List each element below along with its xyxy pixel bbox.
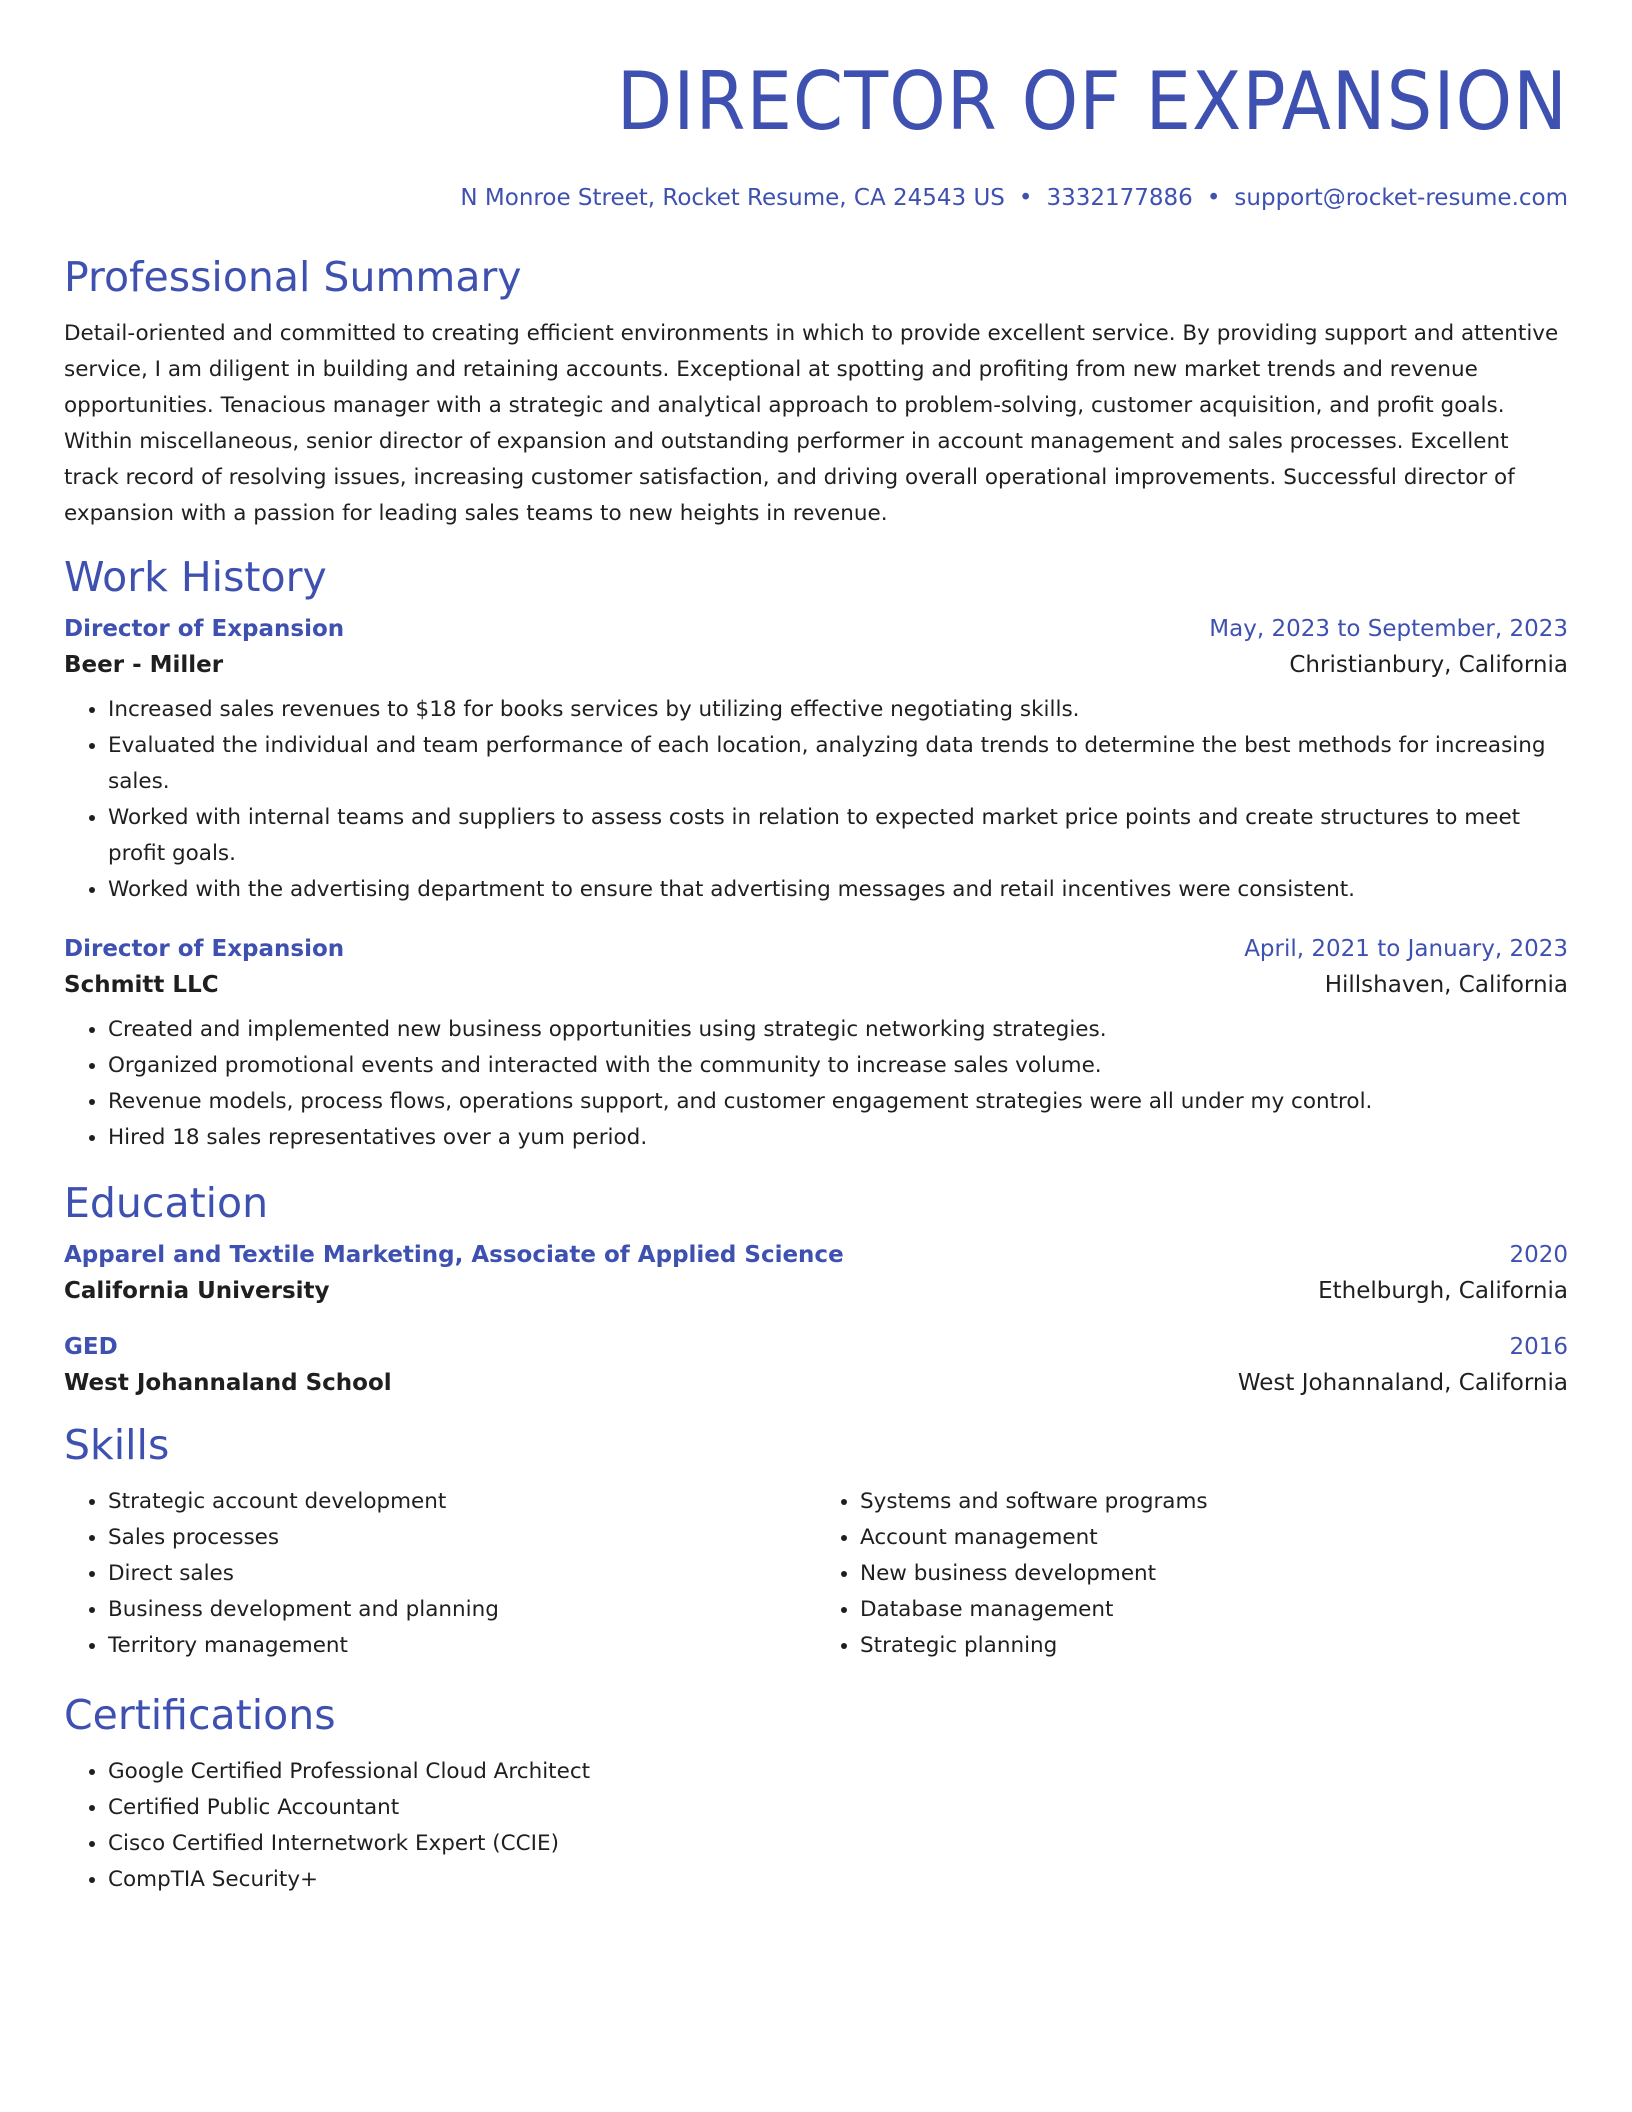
job-entry	[64, 936, 1568, 1156]
summary-heading: Professional Summary	[64, 253, 522, 301]
job-company: Beer - Miller	[64, 652, 224, 678]
job-dates: April, 2021 to January, 2023	[1244, 936, 1568, 962]
skills-heading: Skills	[64, 1421, 170, 1469]
job-bullets	[64, 1012, 1568, 1156]
list-item: • Created and implemented new business opportunities using strategic networking strategies.	[108, 1012, 1568, 1048]
certifications-heading: Certifications	[64, 1691, 336, 1739]
job-bullets	[64, 692, 1568, 908]
education-header-row	[64, 1242, 1568, 1268]
job-header-row	[64, 616, 1568, 642]
list-item: • Strategic account development	[108, 1484, 816, 1520]
education-degree: GED	[64, 1334, 118, 1360]
list-item: • Territory management	[108, 1628, 816, 1664]
work-history-heading: Work History	[64, 553, 327, 601]
resume-name: DIRECTOR OF EXPANSION	[616, 55, 1568, 148]
list-item: • Account management	[860, 1520, 1568, 1556]
list-item: • CompTIA Security+	[108, 1862, 1568, 1898]
education-school: California University	[64, 1278, 330, 1304]
list-item: • New business development	[860, 1556, 1568, 1592]
education-entry	[64, 1242, 1568, 1304]
list-item: • Google Certified Professional Cloud Architect	[108, 1754, 1568, 1790]
job-title: Director of Expansion	[64, 616, 345, 642]
list-item: • Sales processes	[108, 1520, 816, 1556]
contact-separator: •	[1018, 185, 1033, 211]
education-org-row	[64, 1278, 1568, 1304]
education-org-row	[64, 1370, 1568, 1396]
education-heading: Education	[64, 1179, 269, 1227]
list-item: • Database management	[860, 1592, 1568, 1628]
education-header-row	[64, 1334, 1568, 1360]
education-year: 2016	[1509, 1334, 1568, 1360]
job-location: Christianbury, California	[1289, 652, 1568, 678]
education-location: West Johannaland, California	[1237, 1370, 1568, 1396]
job-org-row	[64, 652, 1568, 678]
list-item: • Cisco Certified Internetwork Expert (CCIE)	[108, 1826, 1568, 1862]
contact-phone: 3332177886	[1046, 185, 1193, 211]
list-item: • Worked with the advertising department to ensure that advertising messages and retail incentives were consistent.	[108, 872, 1568, 908]
list-item: • Certified Public Accountant	[108, 1790, 1568, 1826]
contact-email[interactable]: support@rocket-resume.com	[1234, 185, 1568, 211]
job-header-row	[64, 936, 1568, 962]
job-company: Schmitt LLC	[64, 972, 219, 998]
list-item: • Direct sales	[108, 1556, 816, 1592]
contact-line	[64, 182, 1568, 214]
list-item: • Revenue models, process flows, operations support, and customer engagement strategies were all under my control.	[108, 1084, 1568, 1120]
list-item: • Worked with internal teams and suppliers to assess costs in relation to expected market price points and create structures to meet profit goals.	[108, 800, 1568, 872]
education-degree: Apparel and Textile Marketing, Associate of Applied Science	[64, 1242, 844, 1268]
skills-list-right	[816, 1484, 1568, 1664]
contact-separator: •	[1206, 185, 1221, 211]
list-item: • Strategic planning	[860, 1628, 1568, 1664]
job-entry	[64, 616, 1568, 908]
list-item: • Organized promotional events and interacted with the community to increase sales volume.	[108, 1048, 1568, 1084]
job-title: Director of Expansion	[64, 936, 345, 962]
education-location: Ethelburgh, California	[1318, 1278, 1568, 1304]
certifications-list	[64, 1754, 1568, 1898]
education-year: 2020	[1509, 1242, 1568, 1268]
contact-address: N Monroe Street, Rocket Resume, CA 24543 US	[460, 185, 1005, 211]
list-item: • Increased sales revenues to $18 for books services by utilizing effective negotiating skills.	[108, 692, 1568, 728]
job-org-row	[64, 972, 1568, 998]
job-dates: May, 2023 to September, 2023	[1209, 616, 1568, 642]
list-item: • Systems and software programs	[860, 1484, 1568, 1520]
education-entry	[64, 1334, 1568, 1396]
skills-list-left	[64, 1484, 816, 1664]
summary-text: Detail-oriented and committed to creating efficient environments in which to provide excellent service. By providing support and attentive service, I am diligent in building and retaining accounts. Exceptional at spotting and profiting from new market trends and revenue opportunities. Tenacious manager with a strategic and analytical approach to problem-solving, customer acquisition, and profit goals. Within miscellaneous, senior director of expansion and outstanding performer in account management and sales processes. Excellent track record of resolving issues, increasing customer satisfaction, and driving overall operational improvements. Successful director of expansion with a passion for leading sales teams to new heights in revenue.	[64, 321, 1559, 526]
skills-columns	[64, 1484, 1568, 1664]
list-item: • Evaluated the individual and team performance of each location, analyzing data trends to determine the best methods for increasing sales.	[108, 728, 1568, 800]
list-item: • Hired 18 sales representatives over a yum period.	[108, 1120, 1568, 1156]
education-school: West Johannaland School	[64, 1370, 392, 1396]
job-location: Hillshaven, California	[1324, 972, 1568, 998]
list-item: • Business development and planning	[108, 1592, 816, 1628]
